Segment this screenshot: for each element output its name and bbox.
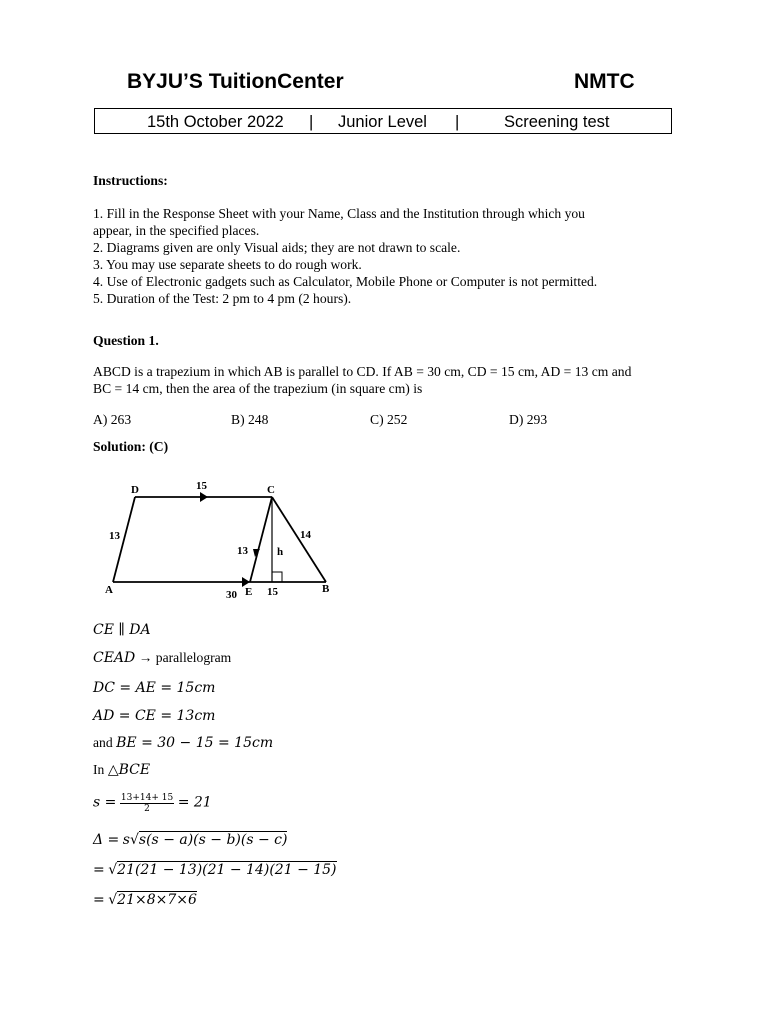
sqrt-icon: √ (108, 892, 118, 908)
solution-step-1: CE ∥ DA (93, 622, 151, 638)
label-cb-length: 14 (300, 529, 311, 541)
instructions-title: Instructions: (93, 173, 168, 188)
label-ce-length: 13 (237, 545, 248, 557)
equation: BE = 30 − 15 = 15cm (116, 735, 274, 751)
header-separator: | (455, 113, 460, 131)
exam-code: NMTC (574, 70, 635, 93)
label-height: h (277, 546, 284, 558)
radicand: s(s − a)(s − b)(s − c) (138, 832, 288, 848)
label-da-length: 13 (109, 530, 120, 542)
connector-word: and (93, 735, 113, 750)
solution-step-8 (93, 832, 287, 849)
instruction-line: 2. Diagrams given are only Visual aids; they are not drawn to scale. (93, 240, 461, 255)
header-separator: | (309, 113, 314, 131)
solution-step-9 (93, 862, 337, 879)
solution-step-5 (93, 735, 273, 752)
question-text: ABCD is a trapezium in which AB is parallel to CD. If AB = 30 cm, CD = 15 cm, AD = 13 cm and (93, 364, 632, 379)
header-info-box (94, 108, 672, 134)
solution-label: Solution: (C) (93, 439, 169, 454)
equals-sign: = (93, 862, 105, 878)
option-d: D) 293 (509, 412, 548, 427)
label-b: B (322, 583, 330, 595)
option-c: C) 252 (370, 412, 408, 427)
trapezium-diagram (100, 475, 340, 605)
instruction-line: 3. You may use separate sheets to do rough work. (93, 257, 362, 272)
solution-step-4: AD = CE = 13cm (93, 708, 216, 724)
exam-level: Junior Level (338, 113, 427, 131)
option-b: B) 248 (231, 412, 269, 427)
edge-cb (272, 497, 326, 582)
label-ae-length: 30 (226, 589, 237, 601)
question-text: BC = 14 cm, then the area of the trapezium (in square cm) is (93, 381, 423, 396)
quad-type: → parallelogram (138, 650, 232, 665)
equation: = 21 (177, 794, 212, 811)
test-type: Screening test (504, 113, 610, 131)
right-angle-mark (272, 572, 282, 582)
denominator: 2 (144, 804, 150, 814)
radicand: 21(21 − 13)(21 − 14)(21 − 15) (117, 862, 337, 878)
numerator: 13+14+ 15 (120, 793, 174, 803)
instruction-line: appear, in the specified places. (93, 223, 260, 238)
option-a: A) 263 (93, 412, 132, 427)
solution-step-2 (93, 650, 231, 667)
area-symbol: Δ = (93, 832, 120, 848)
label-d: D (131, 484, 139, 496)
equation: s (122, 832, 130, 848)
edge-ce (250, 497, 272, 582)
instruction-line: 4. Use of Electronic gadgets such as Calculator, Mobile Phone or Computer is not permitted. (93, 274, 598, 289)
solution-step-6 (93, 762, 150, 779)
question-title: Question 1. (93, 333, 159, 348)
radicand: 21×8×7×6 (117, 892, 197, 908)
connector-word: In (93, 762, 105, 777)
solution-step-10 (93, 892, 197, 909)
instruction-line: 5. Duration of the Test: 2 pm to 4 pm (2 hours). (93, 291, 352, 306)
sqrt-icon: √ (108, 862, 118, 878)
equals-sign: = (93, 892, 105, 908)
fraction (120, 793, 174, 814)
label-dc-length: 15 (196, 480, 207, 492)
label-e: E (245, 586, 253, 598)
label-c: C (267, 484, 275, 496)
semi-perimeter-symbol: s = (93, 794, 117, 811)
exam-date: 15th October 2022 (147, 113, 284, 131)
triangle-name: △BCE (107, 762, 151, 778)
sqrt-icon: √ (129, 832, 139, 848)
solution-step-3: DC = AE = 15cm (93, 680, 216, 696)
parallel-arrow-top (200, 492, 208, 502)
brand-title: BYJU’S TuitionCenter (127, 70, 344, 93)
label-eb-length: 15 (267, 586, 278, 598)
quad-name: CEAD (93, 650, 136, 666)
label-a: A (105, 584, 113, 596)
solution-step-7 (93, 793, 212, 814)
instruction-line: 1. Fill in the Response Sheet with your Name, Class and the Institution through which you (93, 206, 585, 221)
